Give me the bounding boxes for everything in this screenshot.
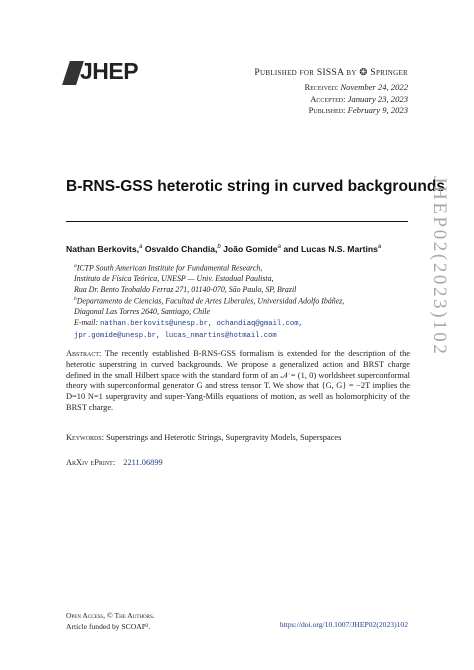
abstract — [66, 349, 410, 414]
publication-dates — [305, 82, 408, 117]
author-3-affil: a — [277, 244, 281, 251]
affiliation-a-line3: Rua Dr. Bento Teobaldo Ferraz 271, 01140-070, São Paulo, SP, Brazil — [74, 285, 297, 295]
jhep-logo — [66, 58, 139, 84]
email-block — [74, 318, 303, 341]
received-label: Received: — [304, 82, 339, 92]
author-4-affil: a — [377, 244, 382, 251]
logo-text: JHEP — [80, 58, 139, 84]
arxiv-link[interactable]: 2211.06899 — [123, 458, 163, 467]
open-access-line: Open Access, © The Authors. — [66, 611, 155, 620]
title-rule — [66, 221, 408, 222]
author-1-affil: a — [139, 244, 143, 251]
abstract-label: Abstract: — [66, 349, 102, 358]
email-label: E-mail: — [74, 318, 99, 327]
accepted-row — [305, 94, 408, 106]
arxiv-label: ArXiv ePrint: — [66, 458, 116, 467]
affiliation-a-line2: Instituto de Física Teórica, UNESP — Univ. Estadual Paulista, — [74, 274, 274, 284]
accepted-label: Accepted: — [310, 93, 346, 104]
affiliation-b-line1: $^b$Departamento de Ciencias, Facultad de Artes Liberales, Universidad Adolfo Ibáñez, — [74, 296, 345, 306]
affiliation-b-line2: Diagonal Las Torres 2640, Santiago, Chile — [74, 307, 210, 317]
published-row — [305, 105, 408, 117]
abstract-text: The recently established B-RNS-GSS formalism is extended for the description of the heterotic superstring in curved backgrounds. We propose a generalized action and BRST charge defined in the small Hilbert space with the standard form of an 𝒩 = (1, 0) worldsheet superconformal theory with superconformal generator G and stress tensor T. We show that {G, G} = −2T implies the D=10 N=1 supergravity and super-Yang-Mills equations of motion, as well as holomorphicity of the BRST charge. — [66, 349, 410, 412]
published-for-text: Published for SISSA by — [254, 68, 357, 78]
side-article-id: JHEP02(2023)102 — [429, 176, 450, 357]
author-3: João Gomide — [223, 244, 278, 254]
publisher-name: Springer — [370, 68, 408, 78]
published-label: Published: — [308, 105, 346, 115]
received-date: November 24, 2022 — [340, 82, 408, 92]
accepted-date: January 23, 2023 — [347, 93, 408, 104]
author-4: and Lucas N.S. Martins — [283, 244, 378, 254]
affiliation-a — [74, 261, 296, 296]
email-link-line2[interactable]: jpr.gomide@unesp.br, lucas_nmartins@hotmail.com — [74, 331, 277, 340]
keywords-label: Keywords: — [66, 433, 105, 442]
author-list — [66, 244, 381, 254]
keywords — [66, 433, 410, 442]
author-1: Nathan Berkovits, — [66, 244, 140, 254]
author-2-affil: b — [217, 244, 221, 251]
author-2: Osvaldo Chandía, — [144, 244, 218, 254]
affiliation-b — [74, 294, 344, 318]
affiliation-a-marker: a — [74, 263, 77, 269]
affiliation-b-marker: b — [74, 296, 77, 302]
received-row — [305, 82, 408, 94]
published-date: February 9, 2023 — [347, 105, 408, 115]
published-for-line — [254, 67, 408, 78]
open-access-note — [66, 610, 155, 632]
funding-line: Article funded by SCOAP³. — [66, 622, 151, 632]
springer-icon: ❂ — [359, 68, 368, 78]
arxiv-eprint — [66, 458, 163, 467]
email-link-line1[interactable]: nathan.berkovits@unesp.br, ochandiaq@gmail.com, — [100, 320, 303, 328]
affiliation-a-line1: $^a$ICTP South American Institute for Fundamental Research, — [74, 263, 263, 273]
paper-title: B-RNS-GSS heterotic string in curved backgrounds — [66, 178, 445, 195]
doi-link[interactable]: https://doi.org/10.1007/JHEP02(2023)102 — [279, 620, 408, 629]
keywords-text: Superstrings and Heterotic Strings, Supergravity Models, Superspaces — [106, 433, 342, 442]
